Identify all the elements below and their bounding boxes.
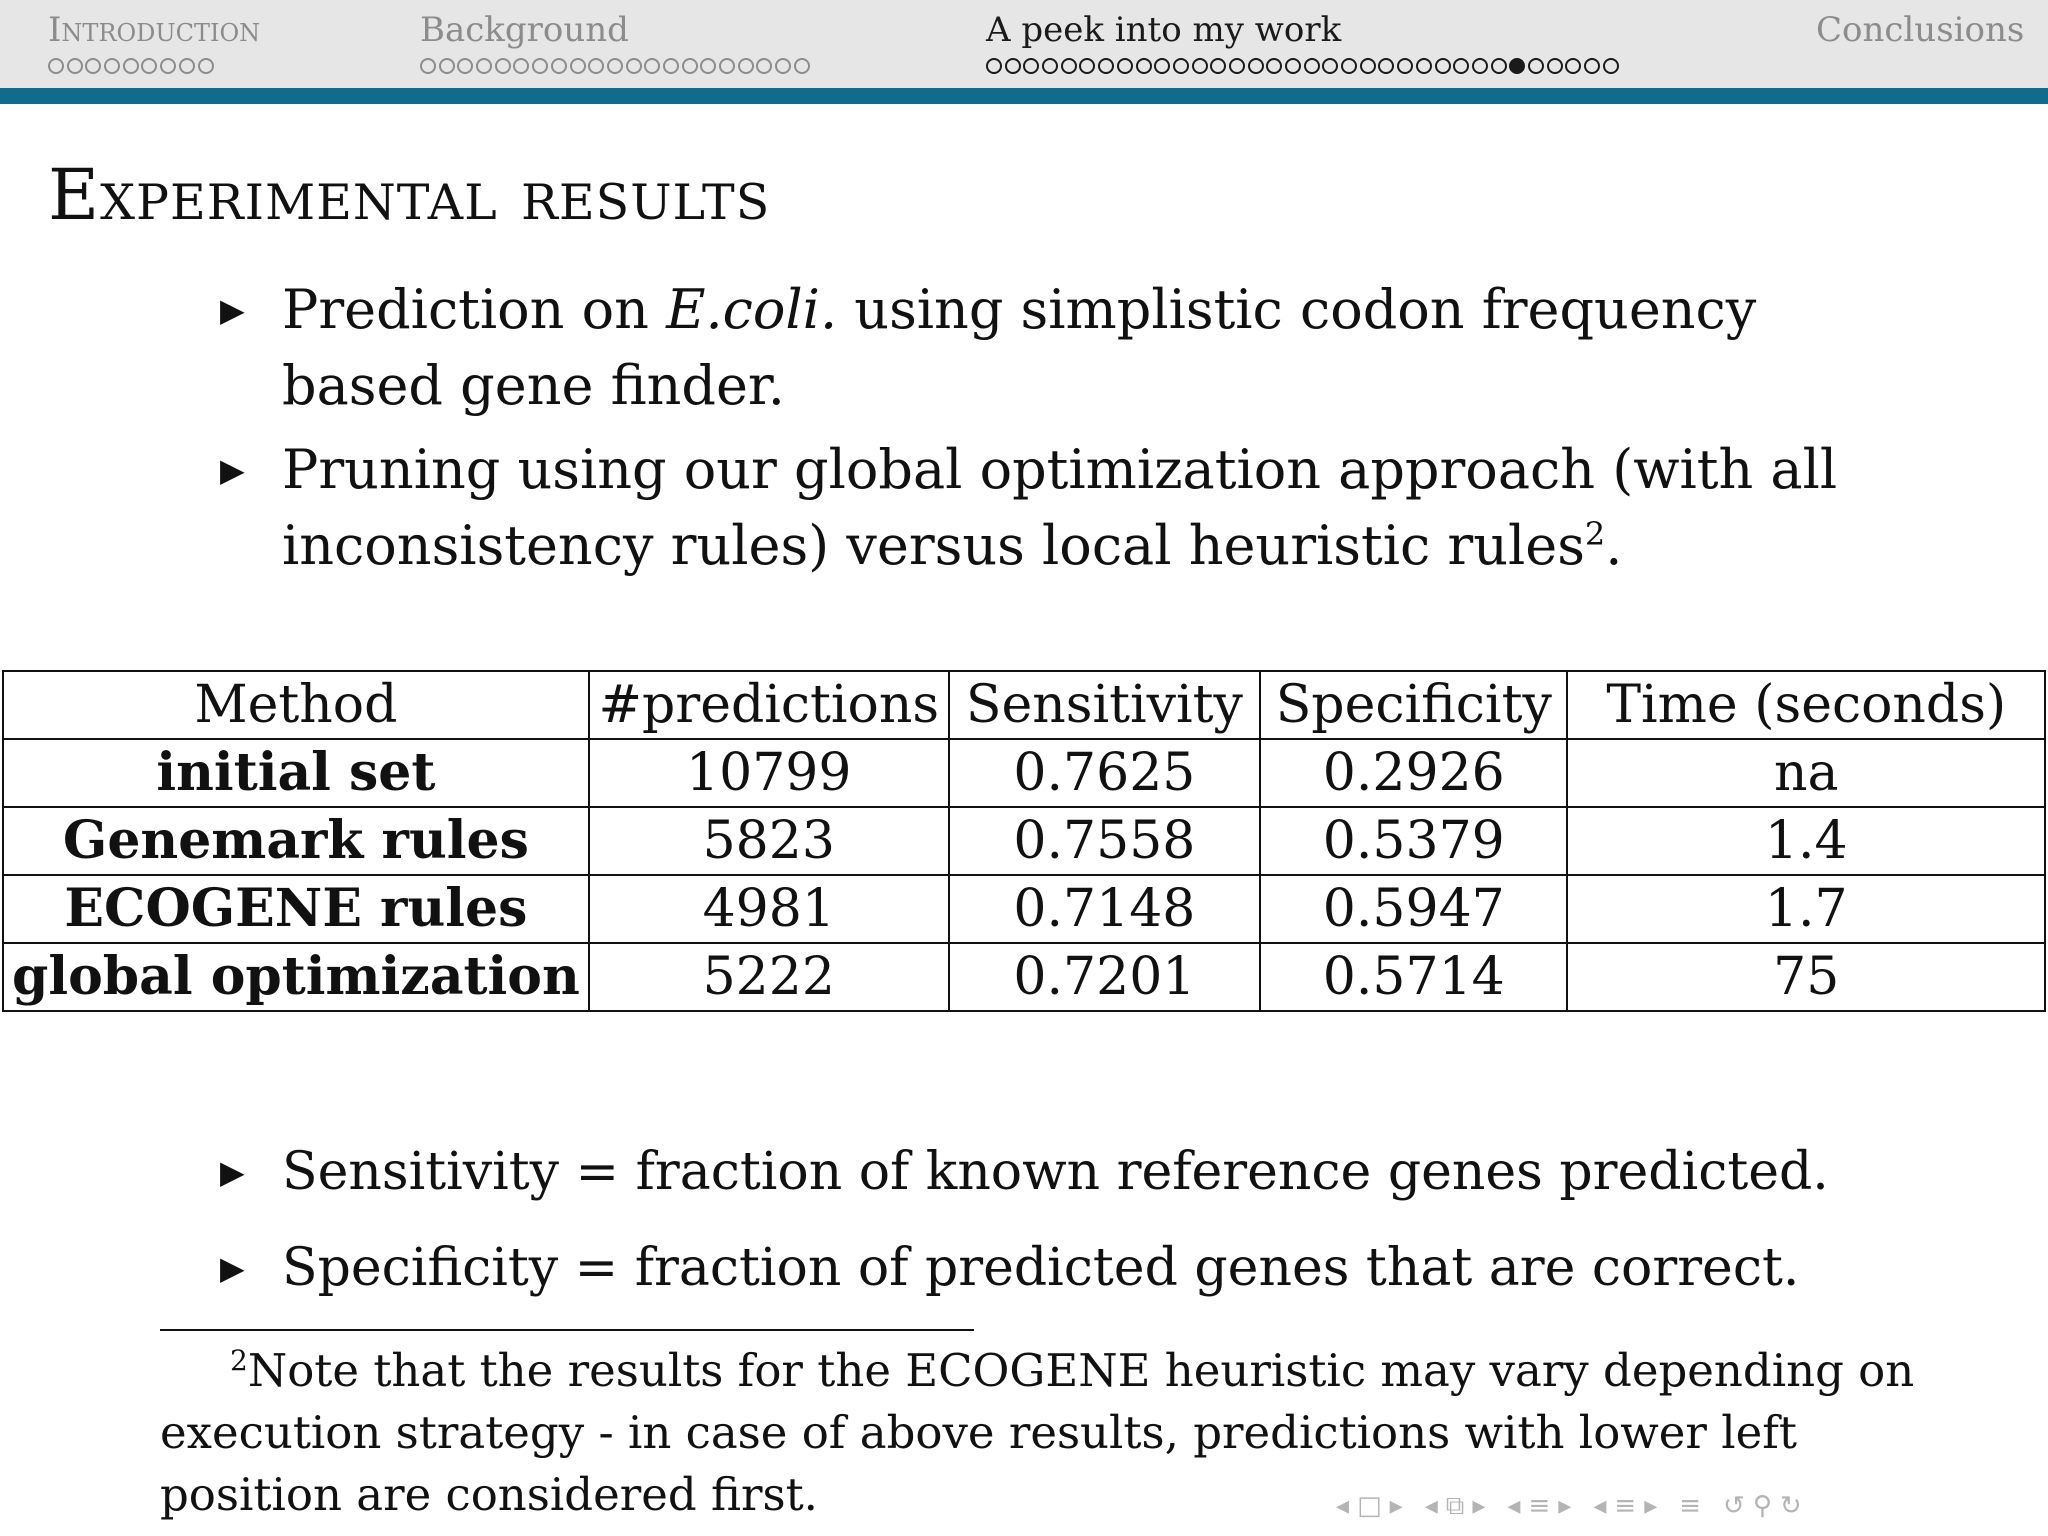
bullet-triangle-icon: ▶ bbox=[220, 1153, 245, 1191]
cell-time: na bbox=[1567, 739, 2045, 807]
frame-dot[interactable] bbox=[644, 58, 660, 74]
bullet-text: Pruning using our global optimization approach (with all inconsistency rules) versus local heuristic rules bbox=[282, 438, 1838, 577]
nav-prev-arrow-icon[interactable]: ◂ bbox=[1507, 1491, 1521, 1521]
frame-dot[interactable] bbox=[532, 58, 548, 74]
cell-specificity: 0.5947 bbox=[1260, 875, 1567, 943]
nav-next-arrow-icon[interactable]: ▸ bbox=[1472, 1491, 1486, 1521]
frame-dot[interactable] bbox=[1117, 58, 1133, 74]
nav-section-introduction[interactable] bbox=[48, 8, 260, 76]
frame-dot[interactable] bbox=[85, 58, 101, 74]
bullet-triangle-icon: ▶ bbox=[220, 451, 245, 489]
nav-prev-arrow-icon[interactable]: ◂ bbox=[1593, 1491, 1607, 1521]
table-row bbox=[3, 739, 2045, 807]
frame-dot[interactable] bbox=[160, 58, 176, 74]
frame-dot[interactable] bbox=[420, 58, 436, 74]
nav-frame-dots bbox=[986, 56, 1621, 76]
cell-sensitivity: 0.7148 bbox=[949, 875, 1260, 943]
frame-dot[interactable] bbox=[1472, 58, 1488, 74]
nav-undo-icon[interactable]: ↺ bbox=[1723, 1491, 1745, 1521]
cell-method: ECOGENE rules bbox=[3, 875, 589, 943]
frame-dot[interactable] bbox=[1435, 58, 1451, 74]
cell-method: initial set bbox=[3, 739, 589, 807]
frame-dot[interactable] bbox=[1547, 58, 1563, 74]
frame-dot[interactable] bbox=[141, 58, 157, 74]
frame-dot[interactable] bbox=[1341, 58, 1357, 74]
frame-dot[interactable] bbox=[179, 58, 195, 74]
frame-dot[interactable] bbox=[1416, 58, 1432, 74]
nav-section-conclusions[interactable] bbox=[1816, 8, 2024, 52]
cell-specificity: 0.5379 bbox=[1260, 807, 1567, 875]
cell-predictions: 5222 bbox=[589, 943, 949, 1011]
nav-section-background[interactable] bbox=[420, 8, 812, 76]
frame-dot[interactable] bbox=[738, 58, 754, 74]
frame-dot[interactable] bbox=[588, 58, 604, 74]
bullet-text: Specificity = fraction of predicted genes that are correct. bbox=[282, 1238, 1800, 1298]
header-method: Method bbox=[3, 671, 589, 739]
beamer-navigation-symbols bbox=[1336, 1488, 1810, 1524]
frame-dot[interactable] bbox=[513, 58, 529, 74]
bullet-end: . bbox=[1605, 514, 1623, 577]
frame-dot[interactable] bbox=[1584, 58, 1600, 74]
frame-dot[interactable] bbox=[1453, 58, 1469, 74]
frame-dot[interactable] bbox=[1565, 58, 1581, 74]
frame-dot[interactable] bbox=[1266, 58, 1282, 74]
frame-dot[interactable] bbox=[1360, 58, 1376, 74]
table-row bbox=[3, 807, 2045, 875]
nav-next-arrow-icon[interactable]: ▸ bbox=[1389, 1491, 1403, 1521]
nav-prev-arrow-icon[interactable]: ◂ bbox=[1424, 1491, 1438, 1521]
frame-dot[interactable] bbox=[1378, 58, 1394, 74]
frame-dot[interactable] bbox=[570, 58, 586, 74]
frame-dot[interactable] bbox=[1491, 58, 1507, 74]
nav-appendix-icon[interactable]: ≡ bbox=[1679, 1491, 1702, 1521]
footnote-marker[interactable]: 2 bbox=[1584, 515, 1606, 553]
bullet-item bbox=[220, 1230, 1860, 1306]
nav-section-title[interactable]: Background bbox=[420, 10, 629, 50]
frame-dot[interactable] bbox=[123, 58, 139, 74]
frame-dot[interactable] bbox=[1023, 58, 1039, 74]
header-predictions: #predictions bbox=[589, 671, 949, 739]
section-navigation bbox=[0, 0, 2048, 88]
table-row bbox=[3, 875, 2045, 943]
frame-dot[interactable] bbox=[495, 58, 511, 74]
bullet-item bbox=[220, 272, 1860, 424]
bullet-item bbox=[220, 432, 1860, 584]
nav-section-peek[interactable] bbox=[986, 8, 1621, 76]
table-header-row bbox=[3, 671, 2045, 739]
frame-dot[interactable] bbox=[48, 58, 64, 74]
cell-predictions: 5823 bbox=[589, 807, 949, 875]
frame-dot[interactable] bbox=[1603, 58, 1619, 74]
header-sensitivity: Sensitivity bbox=[949, 671, 1260, 739]
nav-prev-arrow-icon[interactable]: ◂ bbox=[1336, 1491, 1350, 1521]
footnote-text: Note that the results for the ECOGENE heuristic may vary depending on execution strategy - in case of above results, predictions with lower left position are considered first. bbox=[160, 1344, 1915, 1521]
nav-section-title[interactable]: Introduction bbox=[48, 10, 261, 50]
current-frame-dot[interactable] bbox=[1509, 58, 1525, 74]
frame-dot[interactable] bbox=[1229, 58, 1245, 74]
cell-time: 1.4 bbox=[1567, 807, 2045, 875]
frame-dot[interactable] bbox=[1528, 58, 1544, 74]
frame-dot[interactable] bbox=[626, 58, 642, 74]
results-table bbox=[2, 670, 2046, 1012]
frame-dot[interactable] bbox=[1005, 58, 1021, 74]
frame-dot[interactable] bbox=[1285, 58, 1301, 74]
bullet-text: using simplistic codon frequency based gene finder. bbox=[282, 278, 1757, 417]
frame-dot[interactable] bbox=[700, 58, 716, 74]
bullet-list-bottom bbox=[220, 1134, 1860, 1326]
bullet-text: Prediction on bbox=[282, 278, 667, 341]
bullet-item bbox=[220, 1134, 1860, 1210]
nav-document-icon[interactable]: ≡ bbox=[1614, 1491, 1637, 1521]
cell-sensitivity: 0.7558 bbox=[949, 807, 1260, 875]
frame-dot[interactable] bbox=[1248, 58, 1264, 74]
frame-dot[interactable] bbox=[1098, 58, 1114, 74]
frame-dot[interactable] bbox=[607, 58, 623, 74]
nav-redo-icon[interactable]: ↻ bbox=[1779, 1491, 1802, 1521]
frame-dot[interactable] bbox=[1061, 58, 1077, 74]
nav-next-arrow-icon[interactable]: ▸ bbox=[1558, 1491, 1572, 1521]
bullet-triangle-icon: ▶ bbox=[220, 1249, 245, 1287]
frame-dot[interactable] bbox=[67, 58, 83, 74]
frame-title: Experimental results bbox=[48, 154, 771, 236]
frame-dot[interactable] bbox=[1079, 58, 1095, 74]
footnote-number: 2 bbox=[230, 1344, 248, 1377]
frame-dot[interactable] bbox=[104, 58, 120, 74]
nav-section-title[interactable]: A peek into my work bbox=[986, 10, 1342, 50]
frame-dot[interactable] bbox=[1304, 58, 1320, 74]
frame-dot[interactable] bbox=[1042, 58, 1058, 74]
cell-predictions: 4981 bbox=[589, 875, 949, 943]
frame-dot[interactable] bbox=[986, 58, 1002, 74]
cell-predictions: 10799 bbox=[589, 739, 949, 807]
frame-dot[interactable] bbox=[682, 58, 698, 74]
cell-specificity: 0.2926 bbox=[1260, 739, 1567, 807]
frame-dot[interactable] bbox=[719, 58, 735, 74]
frame-dot[interactable] bbox=[457, 58, 473, 74]
header-specificity: Specificity bbox=[1260, 671, 1567, 739]
cell-sensitivity: 0.7201 bbox=[949, 943, 1260, 1011]
nav-next-arrow-icon[interactable]: ▸ bbox=[1644, 1491, 1658, 1521]
frame-dot[interactable] bbox=[1154, 58, 1170, 74]
frame-dot[interactable] bbox=[1397, 58, 1413, 74]
footnote-rule bbox=[160, 1329, 974, 1331]
frame-dot[interactable] bbox=[439, 58, 455, 74]
nav-frame-icon[interactable]: □ bbox=[1357, 1491, 1382, 1521]
bullet-text: Sensitivity = fraction of known reference genes predicted. bbox=[282, 1142, 1829, 1202]
bullet-list-top bbox=[220, 272, 1860, 592]
cell-method: global optimization bbox=[3, 943, 589, 1011]
frame-dot[interactable] bbox=[1136, 58, 1152, 74]
frame-dot[interactable] bbox=[1173, 58, 1189, 74]
bullet-triangle-icon: ▶ bbox=[220, 291, 245, 329]
frame-dot[interactable] bbox=[1322, 58, 1338, 74]
cell-method: Genemark rules bbox=[3, 807, 589, 875]
frame-dot[interactable] bbox=[1192, 58, 1208, 74]
frame-dot[interactable] bbox=[198, 58, 214, 74]
frame-dot[interactable] bbox=[775, 58, 791, 74]
cell-specificity: 0.5714 bbox=[1260, 943, 1567, 1011]
frame-dot[interactable] bbox=[1210, 58, 1226, 74]
frame-dot[interactable] bbox=[756, 58, 772, 74]
table-row bbox=[3, 943, 2045, 1011]
nav-frame-dots bbox=[420, 56, 812, 76]
cell-time: 75 bbox=[1567, 943, 2045, 1011]
nav-section-title[interactable]: Conclusions bbox=[1816, 10, 2025, 50]
frame-dot[interactable] bbox=[663, 58, 679, 74]
nav-section-icon[interactable]: ≡ bbox=[1528, 1491, 1551, 1521]
cell-sensitivity: 0.7625 bbox=[949, 739, 1260, 807]
header-time: Time (seconds) bbox=[1567, 671, 2045, 739]
nav-search-icon[interactable]: ⚲ bbox=[1752, 1491, 1772, 1521]
organism-name: E.coli. bbox=[666, 278, 838, 341]
frame-dot[interactable] bbox=[476, 58, 492, 74]
nav-accent-bar bbox=[0, 88, 2048, 104]
cell-time: 1.7 bbox=[1567, 875, 2045, 943]
frame-dot[interactable] bbox=[551, 58, 567, 74]
frame-dot[interactable] bbox=[794, 58, 810, 74]
nav-frame-dots bbox=[48, 56, 260, 76]
nav-subsection-icon[interactable]: ⧉ bbox=[1445, 1490, 1465, 1521]
